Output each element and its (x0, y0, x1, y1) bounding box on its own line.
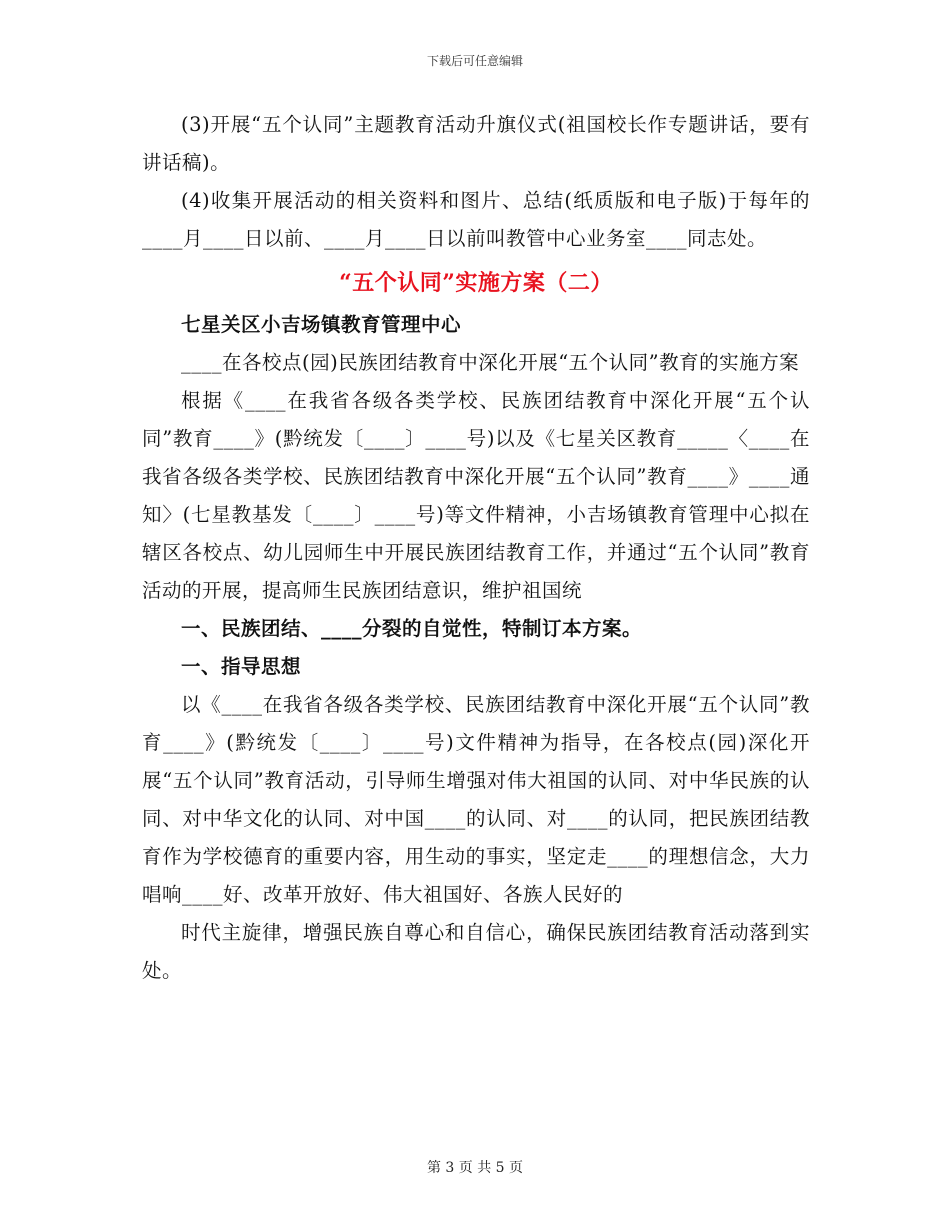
paragraph-item-3: (3)开展“五个认同”主题教育活动升旗仪式(祖国校长作专题讲话，要有讲话稿)。 (142, 113, 810, 174)
plan-subtitle: ____在各校点(园)民族团结教育中深化开展“五个认同”教育的实施方案 (181, 351, 800, 374)
heading-purpose: 一、民族团结、____分裂的自觉性，特制订本方案。 (181, 617, 643, 640)
page-number: 第 3 页 共 5 页 (426, 1160, 524, 1176)
paragraph-conclusion: 时代主旋律，增强民族自尊心和自信心，确保民族团结教育活动落到实处。 (142, 921, 810, 982)
organization-name: 七星关区小吉场镇教育管理中心 (181, 313, 462, 336)
paragraph-item-4: (4)收集开展活动的相关资料和图片、总结(纸质版和电子版)于每年的____月____日以前、____月____日以前叫教管中心业务室____同志处。 (142, 189, 810, 250)
page-header: 下载后可任意编辑 (426, 54, 523, 68)
section-title: “五个认同”实施方案（二） (339, 270, 613, 296)
heading-guiding-thought: 一、指导思想 (181, 655, 302, 678)
document-body (142, 106, 810, 990)
paragraph-basis: 根据《____在我省各级各类学校、民族团结教育中深化开展“五个认同”教育____》(黔统发〔____〕____号)以及《七星关区教育_____〈____在我省各级各类学校、民族团结教育中深化开展“五个认同”教育____》____通知〉(七星教基发〔____〕____号)等文件精神，小吉场镇教育管理中心拟在辖区各校点、幼儿园师生中开展民族团结教育工作，并通过“五个认同”教育活动的开展，提高师生民族团结意识，维护祖国统 (142, 389, 810, 602)
paragraph-guiding-thought: 以《____在我省各级各类学校、民族团结教育中深化开展“五个认同”教育____》(黔统发〔____〕____号)文件精神为指导，在各校点(园)深化开展“五个认同”教育活动，引导师生增强对伟大祖国的认同、对中华民族的认同、对中华文化的认同、对中国____的认同、对____的认同，把民族团结教育作为学校德育的重要内容，用生动的事实，坚定走____的理想信念，大力唱响____好、改革开放好、伟大祖国好、各族人民好的 (142, 693, 810, 906)
